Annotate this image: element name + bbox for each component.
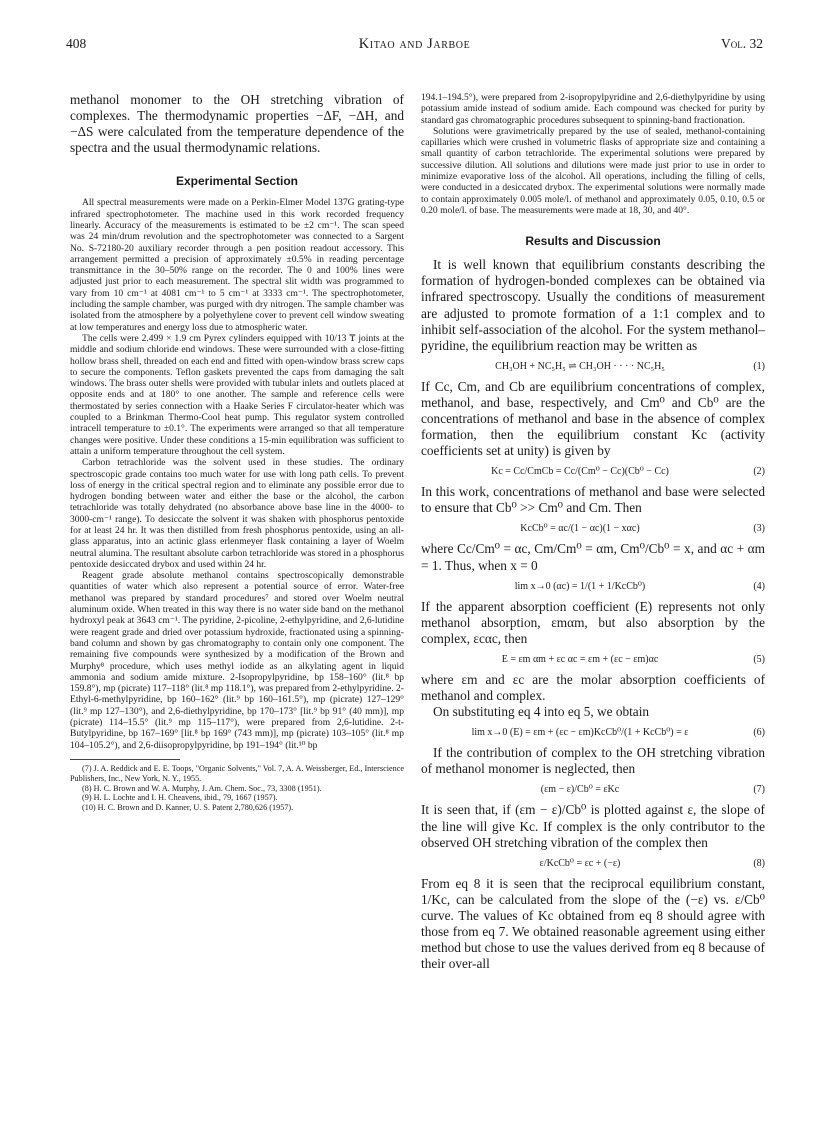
footnote: (10) H. C. Brown and D. Kanner, U. S. Patent 2,780,626 (1957).: [82, 803, 294, 813]
footnote-divider: [70, 759, 180, 760]
paragraph: 194.1–194.5°), were prepared from 2-isopropylpyridine and 2,6-diethylpyridine by using potassium amide instead of sodium amide. Each compound was checked for purity by standard gas chromatographic procedures subsequent to spinning-band fractionation.: [421, 92, 765, 126]
equation-number: (8): [753, 857, 765, 869]
paragraph: All spectral measurements were made on a Perkin-Elmer Model 137G grating-type infrared spectrophotometer. The machine used in this work recorded frequency linearly. Accuracy of the measurements is estimated to be ±2 cm⁻¹. The scan speed was 24 min/drum revolution and the spectrophotometer was connected to a Sargent No. S-72180-20 auxiliary recorder through a pen position readout accessory. This arrangement permitted a precision of approximately ±0.5% in reading percentage transmittance in the 30–50% range on the recorder. The 0 and 100% lines were adjusted just prior to each measurement. The spectral slit width was programmed to vary from 10 cm⁻¹ at 4081 cm⁻¹ to 5 cm⁻¹ at 3333 cm⁻¹. The spectrophotometer, including the sample chamber, was purged with dry nitrogen. The sample chamber was isolated from the atmosphere by a polyethylene cover to prevent cell window sweating at low temperatures and energy loss due to atmospheric water.: [70, 197, 404, 333]
equation-4: [421, 580, 765, 593]
paragraph: On substituting eq 4 into eq 5, we obtain: [433, 704, 650, 720]
footnote: (7) J. A. Reddick and E. E. Toops, "Organic Solvents," Vol. 7, A. A. Weissberger, Ed., Interscience Publishers, Inc., New York, N. Y., 1955.: [70, 763, 404, 783]
equation-number: (3): [753, 523, 765, 535]
equation-5: [421, 653, 765, 666]
equation-1: [421, 360, 765, 373]
equation-7: [421, 783, 765, 796]
section-heading-results: Results and Discussion: [525, 234, 661, 249]
paragraph: Solutions were gravimetrically prepared by the use of sealed, methanol-containing capillaries which were crushed in volumetric flasks of appropriate size and containing a small quantity of carbon tetrachloride. The experimental solutions were prepared by successive dilution. All solutions and dilutions were made just prior to use in order to minimize evaporative loss of the alcohol. All operations, including the filling of cells, were conducted in a desiccated drybox. The experimental solutions were normally made to contain approximately 0.005 mole/l. of methanol and approximately 0.05, 0.10, 0.5 or 0.20 mole/l. of base. The measurements were made at 18, 30, and 40°.: [421, 125, 765, 216]
equation-number: (6): [753, 727, 765, 739]
page-header: [66, 36, 763, 58]
paragraph: From eq 8 it is seen that the reciprocal equilibrium constant, 1/Kc, can be calculated from the slope of the (−ε) vs. ε/Cb⁰ curve. The values of Kc obtained from eq 8 should agree with those from eq 7. We obtained reasonable agreement using either method but chose to use the values derived from eq 8 because of their over-all: [421, 875, 765, 972]
equation-formula: (εm − ε)/Cb⁰ = εKc: [540, 784, 620, 796]
equation-number: (5): [753, 653, 765, 665]
paragraph: where εm and εc are the molar absorption coefficients of methanol and complex.: [421, 671, 765, 704]
page-number: 408: [66, 36, 87, 51]
equation-formula: Kc = Cc/CmCb = Cc/(Cm⁰ − Cc)(Cb⁰ − Cc): [491, 466, 669, 478]
equation-formula: E = εm αm + εc αc = εm + (εc − εm)αc: [501, 653, 659, 665]
paragraph: The cells were 2.499 × 1.9 cm Pyrex cylinders equipped with 10/13 ₸ joints at the middle and sodium chloride end windows. These were surrounded with a close-fitting hollow brass shell, threaded on each end and fitted with open-window brass screw caps to secure the components. Teflon gaskets prevented the caps from damaging the salt windows. The brass outer shells were provided with tubular inlets and outlets placed at opposite ends and at 180° to one another. The sample and reference cells were thermostated by series connection with a Haake Series F circulator-heater which was coupled to a Brinkman Thermo-Cool heat pump. This regulator system controlled intracell temperature to ±0.1°. The experiments were arranged so that all temperature changes were positive. Under these conditions a 15-min equilibration was sufficient to attain a uniform temperature throughout the cell system.: [70, 332, 404, 457]
paragraph: It is well known that equilibrium constants describing the formation of hydrogen-bonded complexes can be obtained via infrared spectroscopy. Usually the conditions of measurement are adjusted to promote formation of a 1:1 complex and to inhibit self-association of the alcohol. For the system methanol–pyridine, the equilibrium reaction may be written as: [421, 257, 765, 353]
equation-formula: lim x→0 (E) = εm + (εc − εm)KcCb⁰/(1 + KcCb⁰) = ε: [471, 727, 689, 739]
intro-paragraph: methanol monomer to the OH stretching vibration of complexes. The thermodynamic properties −ΔF, −ΔH, and −ΔS were calculated from the temperature dependence of the spectra and the usual thermodynamic relations.: [70, 92, 404, 156]
equation-8: [421, 857, 765, 870]
paragraph: Carbon tetrachloride was the solvent used in these studies. The ordinary spectroscopic grade contains too much water for use with long path cells. To prevent loss of energy in the critical spectral region and to eliminate any possible error due to hydrogen bonding between water and either the base or the alcohol, the carbon tetrachloride was totally dehydrated (no absorbance above base line in the 4000- to 3000-cm⁻¹ range). To desiccate the solvent it was shaken with phosphorus pentoxide for at least 24 hr. It was then distilled from fresh phosphorus pentoxide, using an all-glass apparatus, into an actinic glass erlenmeyer flask containing a layer of Woelm neutral alumina. The resultant absolute carbon tetrachloride was stored in a phosphorus pentoxide desiccated drybox and used within 24 hr.: [70, 457, 404, 570]
paragraph: where Cc/Cm⁰ = αc, Cm/Cm⁰ = αm, Cm⁰/Cb⁰ = x, and αc + αm = 1. Thus, when x = 0: [421, 541, 765, 573]
paragraph: If the contribution of complex to the OH stretching vibration of methanol monomer is neglected, then: [421, 745, 765, 777]
footnote: (8) H. C. Brown and W. A. Murphy, J. Am. Chem. Soc., 73, 3308 (1951).: [82, 783, 322, 793]
equation-number: (7): [753, 784, 765, 796]
left-column: [70, 92, 404, 813]
equation-6: [421, 726, 765, 739]
footnote: (9) H. L. Lochte and I. H. Cheavens, ibid., 79, 1667 (1957).: [82, 793, 278, 803]
paragraph: If the apparent absorption coefficient (E) represents not only methanol absorption, εmαm, but also absorption by the complex, εcαc, then: [421, 598, 765, 646]
equation-3: [421, 522, 765, 535]
section-heading-experimental: Experimental Section: [175, 174, 299, 189]
paragraph: Reagent grade absolute methanol contains spectroscopically demonstrable quantities of water which also represent a potential source of error. Water-free methanol was prepared by standard procedures⁷ and stored over Woelm neutral aluminum oxide. When treated in this way there is no water side band on the methanol hydroxyl peak at 3643 cm⁻¹. The pyridine, 2-picoline, 2-ethylpyridine, and 2,6-lutidine were reagent grade and dried over potassium hydroxide, fractionated using a spinning-band column and shown by gas chromatography to contain only one component. The remaining five compounds were synthesized by a modification of the Brown and Murphy⁸ procedure, which uses methyl iodide as an alkylating agent in liquid ammonia and sodium amide mixture. 2-Isopropylpyridine, bp 158–160° (lit.⁸ bp 159.8°), mp (picrate) 117–118° (lit.⁸ mp 118.1°), was prepared from 2-ethylpyridine. 2-Ethyl-6-methylpyridine, bp 160–162° (lit.⁹ bp 160–161.5°), mp (picrate) 127–129° (lit.⁹ mp 127–130°), and 2,6-diethylpyridine, bp 170–173° [lit.⁹ bp 91° (40 mm)], mp (picrate) 114–15.5° (lit.⁹ mp 115–117°), were prepared from 2,6-lutidine. 2-t-Butylpyridine, bp 167–169° [lit.⁸ bp 169° (743 mm)], mp (picrate) 103–105° (lit.⁸ mp 104–105.2°), and 2,6-diisopropylpyridine, bp 191–194° (lit.¹⁰ bp: [70, 570, 404, 751]
paragraph: In this work, concentrations of methanol and base were selected to ensure that Cb⁰ >> Cm⁰ and Cm. Then: [421, 484, 765, 516]
running-title: Kitao and Jarboe: [358, 36, 471, 52]
equation-number: (4): [753, 580, 765, 592]
equation-formula: KcCb⁰ = αc/(1 − αc)(1 − xαc): [520, 523, 640, 535]
paragraph: If Cc, Cm, and Cb are equilibrium concentrations of complex, methanol, and base, respectively, and Cm⁰ and Cb⁰ are the concentrations of methanol and base in the absence of complex formation, then the equilibrium constant Kc (activity coefficients set at unity) is given by: [421, 378, 765, 459]
volume-label: Vol. 32: [721, 36, 763, 51]
paragraph: It is seen that, if (εm − ε)/Cb⁰ is plotted against ε, the slope of the line will give Kc. If complex is the only contributor to the observed OH stretching vibration of the complex then: [421, 802, 765, 850]
equation-formula: CH₃OH + NC₅H₅ ⇌ CH₃OH · · · · NC₅H₅: [495, 360, 665, 372]
equation-formula: ε/KcCb⁰ = εc + (−ε): [539, 857, 621, 869]
equation-number: (1): [753, 360, 765, 372]
right-column: [421, 92, 765, 972]
equation-number: (2): [753, 466, 765, 478]
equation-2: [421, 465, 765, 478]
equation-formula: lim x→0 (αc) = 1/(1 + 1/KcCb⁰): [514, 580, 646, 592]
